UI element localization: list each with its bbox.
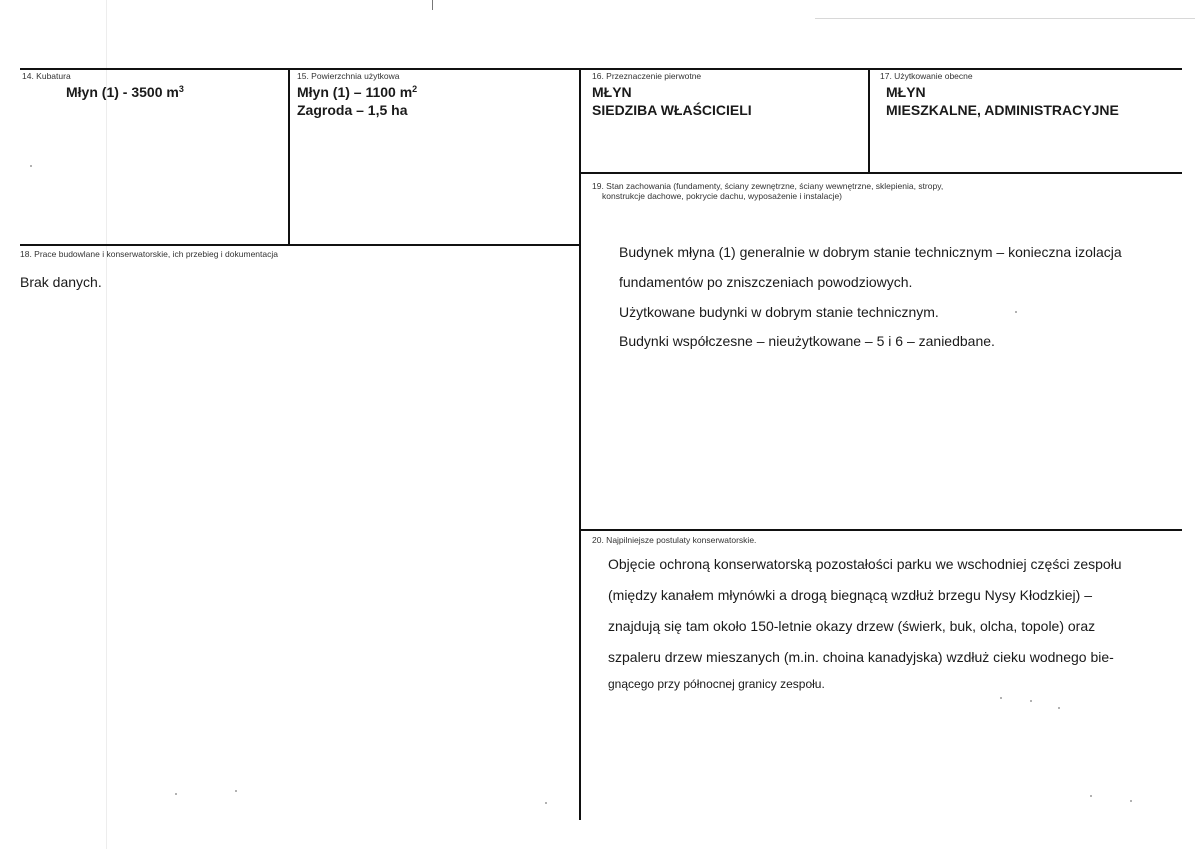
stan-line-4: Budynki współczesne – nieużytkowane – 5 i 6 – zaniedbane. <box>619 333 995 349</box>
scan-speck <box>1090 795 1092 797</box>
przeznaczenie-line2: SIEDZIBA WŁAŚCICIELI <box>592 102 752 118</box>
line-above-18 <box>20 244 581 246</box>
section-19-label-line1: 19. Stan zachowania (fundamenty, ściany zewnętrzne, ściany wewnętrzne, sklepienia, stropy, <box>592 181 944 191</box>
stan-line-2: fundamentów po zniszczeniach powodziowych. <box>619 274 913 290</box>
section-19-label-line2: konstrukcje dachowe, pokrycie dachu, wyposażenie i instalacje) <box>602 191 843 201</box>
uzytkowanie-line1: MŁYN <box>886 84 926 100</box>
section-17-label: 17. Użytkowanie obecne <box>880 71 973 81</box>
section-14-label: 14. Kubatura <box>22 71 71 81</box>
postulaty-line-1: Objęcie ochroną konserwatorską pozostałości parku we wschodniej części zespołu <box>608 556 1122 572</box>
scan-speck <box>545 802 547 804</box>
powierzchnia-unit-sup: 2 <box>412 84 418 94</box>
section-20-label: 20. Najpilniejsze postulaty konserwatorskie. <box>592 535 757 545</box>
kubatura-value <box>66 84 184 101</box>
section-18-label: 18. Prace budowlane i konserwatorskie, ich przebieg i dokumentacja <box>20 249 278 259</box>
center-divider <box>579 68 581 820</box>
scan-artifact-line <box>106 0 107 849</box>
line-above-19 <box>579 172 1182 174</box>
divider-14-15 <box>288 68 290 246</box>
kubatura-unit-sup: 3 <box>178 84 184 94</box>
scan-speck <box>1030 700 1032 702</box>
scan-speck <box>1015 311 1017 313</box>
scan-speck <box>235 790 237 792</box>
scan-artifact-tick <box>432 0 433 10</box>
stan-line-3: Użytkowane budynki w dobrym stanie technicznym. <box>619 304 939 320</box>
postulaty-line-3: znajdują się tam około 150-letnie okazy drzew (świerk, buk, olcha, topole) oraz <box>608 618 1096 634</box>
powierzchnia-line1 <box>297 84 417 101</box>
stan-line-1: Budynek młyna (1) generalnie w dobrym stanie technicznym – konieczna izolacja <box>619 244 1122 260</box>
kubatura-value-text: Młyn (1) - 3500 m <box>66 84 179 100</box>
scan-speck <box>1058 707 1060 709</box>
postulaty-line-2: (między kanałem młynówki a drogą biegnącą wzdłuż brzegu Nysy Kłodzkiej) – <box>608 587 1092 603</box>
powierzchnia-line1-text: Młyn (1) – 1100 m <box>297 84 413 100</box>
przeznaczenie-line1: MŁYN <box>592 84 632 100</box>
postulaty-line-5: gnącego przy północnej granicy zespołu. <box>608 677 825 691</box>
prace-text: Brak danych. <box>20 274 102 290</box>
section-16-label: 16. Przeznaczenie pierwotne <box>592 71 702 81</box>
scan-speck <box>30 165 32 167</box>
scan-speck <box>1130 800 1132 802</box>
line-above-20 <box>579 529 1182 531</box>
powierzchnia-line2: Zagroda – 1,5 ha <box>297 102 408 118</box>
scan-speck <box>175 793 177 795</box>
divider-16-17 <box>868 68 870 173</box>
scan-speck <box>1000 697 1002 699</box>
postulaty-line-4: szpaleru drzew mieszanych (m.in. choina kanadyjska) wzdłuż cieku wodnego bie- <box>608 649 1114 665</box>
uzytkowanie-line2: MIESZKALNE, ADMINISTRACYJNE <box>886 102 1119 118</box>
scan-artifact-top-line <box>815 18 1195 19</box>
top-border-line <box>20 68 1182 70</box>
section-15-label: 15. Powierzchnia użytkowa <box>297 71 400 81</box>
